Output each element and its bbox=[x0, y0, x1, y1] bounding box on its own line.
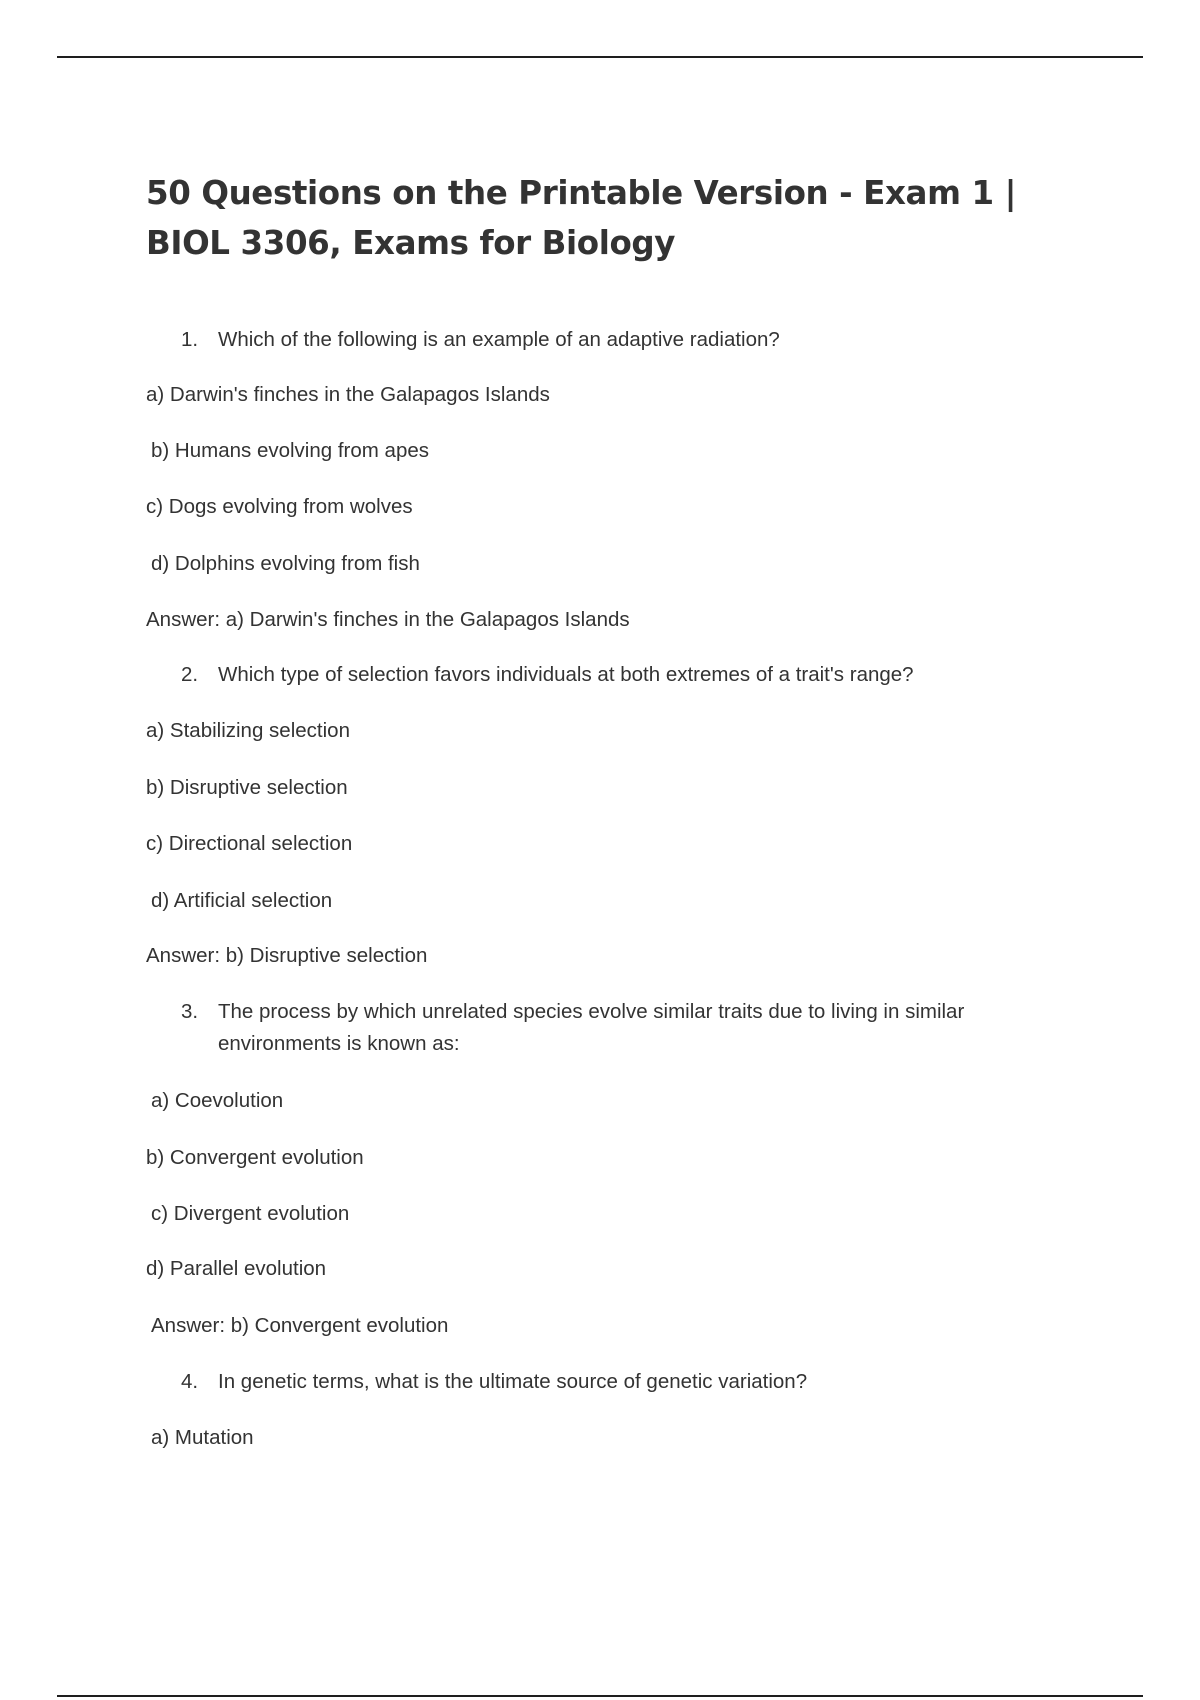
document-title: 50 Questions on the Printable Version - Exam 1 | BIOL 3306, Exams for Biology bbox=[146, 174, 1017, 262]
answer: Answer: b) Disruptive selection bbox=[146, 944, 428, 967]
option-b: b) Humans evolving from apes bbox=[151, 439, 430, 462]
question-text: In genetic terms, what is the ultimate source of genetic variation? bbox=[218, 1370, 808, 1393]
option-a: a) Mutation bbox=[151, 1426, 254, 1449]
option-c: c) Divergent evolution bbox=[151, 1202, 350, 1225]
question-number: 2. bbox=[181, 663, 199, 686]
option-d: d) Artificial selection bbox=[151, 889, 333, 912]
option-b: b) Convergent evolution bbox=[146, 1146, 364, 1169]
option-d: d) Parallel evolution bbox=[146, 1257, 327, 1280]
answer: Answer: b) Convergent evolution bbox=[151, 1314, 449, 1337]
question-number: 1. bbox=[181, 328, 199, 351]
question-text: Which of the following is an example of an adaptive radiation? bbox=[218, 328, 780, 351]
question-number: 4. bbox=[181, 1370, 199, 1393]
option-c: c) Dogs evolving from wolves bbox=[146, 495, 413, 518]
option-c: c) Directional selection bbox=[146, 832, 353, 855]
answer: Answer: a) Darwin's finches in the Galapagos Islands bbox=[146, 608, 630, 631]
top-rule bbox=[57, 56, 1143, 58]
option-d: d) Dolphins evolving from fish bbox=[151, 552, 420, 575]
option-a: a) Coevolution bbox=[151, 1089, 284, 1112]
option-a: a) Stabilizing selection bbox=[146, 719, 350, 742]
option-b: b) Disruptive selection bbox=[146, 776, 348, 799]
question-number: 3. bbox=[181, 1000, 199, 1023]
bottom-rule bbox=[57, 1695, 1143, 1697]
question-text: The process by which unrelated species evolve similar traits due to living in similar environments is known as: bbox=[218, 1000, 965, 1055]
question-text: Which type of selection favors individuals at both extremes of a trait's range? bbox=[218, 663, 914, 686]
option-a: a) Darwin's finches in the Galapagos Islands bbox=[146, 383, 550, 406]
